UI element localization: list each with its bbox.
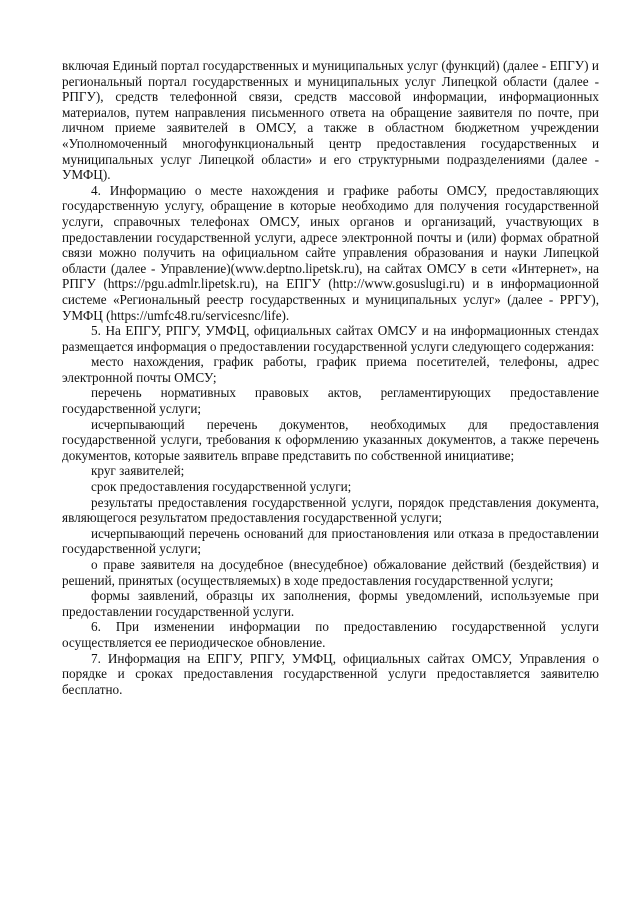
list-item-documents: исчерпывающий перечень документов, необходимых для предоставления государственной услуги, требования к оформлению указанных документов, а также перечень документов, которые заявитель вправе представить по собственной инициативе;	[62, 416, 599, 463]
paragraph-item-6: 6. При изменении информации по предоставлению государственной услуги осуществляется ее периодическое обновление.	[62, 619, 599, 650]
list-item-location: место нахождения, график работы, график приема посетителей, телефоны, адрес электронной почты ОМСУ;	[62, 354, 599, 385]
list-item-appeal-right: о праве заявителя на досудебное (внесудебное) обжалование действий (бездействия) и решений, принятых (осуществляемых) в ходе предоставления государственной услуги;	[62, 557, 599, 588]
paragraph-item-5: 5. На ЕПГУ, РПГУ, УМФЦ, официальных сайтах ОМСУ и на информационных стендах размещается информация о предоставлении государственной услуги следующего содержания:	[62, 323, 599, 354]
paragraph-item-7: 7. Информация на ЕПГУ, РПГУ, УМФЦ, официальных сайтах ОМСУ, Управления о порядке и сроках предоставления государственной услуги предоставляется заявителю бесплатно.	[62, 650, 599, 697]
list-item-refusal-grounds: исчерпывающий перечень оснований для приостановления или отказа в предоставлении государственной услуги;	[62, 525, 599, 557]
paragraph-item-4: 4. Информацию о месте нахождения и графике работы ОМСУ, предоставляющих государственную услугу, обращение в которые необходимо для получения государственной услуги, справочных телефонах ОМСУ, иных органов и организаций, участвующих в предоставлении государственной услуги, адресе электронной почты и (или) формах обратной связи можно получить на официальном сайте управления образования и науки Липецкой области (далее - Управление)(www.deptno.lipetsk.ru), на сайтах ОМСУ в сети «Интернет», на РПГУ (https://pgu.admlr.lipetsk.ru), на ЕПГУ (http://www.gosuslugi.ru) и в информационной системе «Региональный реестр государственных и муниципальных услуг» (далее - РРГУ), УМФЦ (https://umfc48.ru/servicesnc/life).	[62, 182, 599, 323]
list-item-applicants: круг заявителей;	[91, 463, 185, 479]
list-item-forms: формы заявлений, образцы их заполнения, формы уведомлений, используемые при предоставлении государственной услуги.	[62, 588, 599, 619]
paragraph-continuation: включая Единый портал государственных и муниципальных услуг (функций) (далее - ЕПГУ) и региональный портал государственных и муниципальных услуг Липецкой области (далее - РПГУ), средств телефонной связи, средств массовой информации, информационных материалов, путем направления письменного ответа на обращение заявителя по почте, при личном приеме заявителей в ОМСУ, а также в областном бюджетном учреждении «Уполномоченный многофункциональный центр предоставления государственных и муниципальных услуг Липецкой области» и его структурными подразделениями (далее - УМФЦ).	[62, 58, 599, 183]
document-page	[62, 58, 599, 697]
list-item-legal-acts: перечень нормативных правовых актов, регламентирующих предоставление государственной услуги;	[62, 385, 599, 417]
list-item-results: результаты предоставления государственной услуги, порядок представления документа, являющегося результатом предоставления государственной услуги;	[62, 494, 599, 526]
list-item-term: срок предоставления государственной услуги;	[91, 479, 352, 495]
